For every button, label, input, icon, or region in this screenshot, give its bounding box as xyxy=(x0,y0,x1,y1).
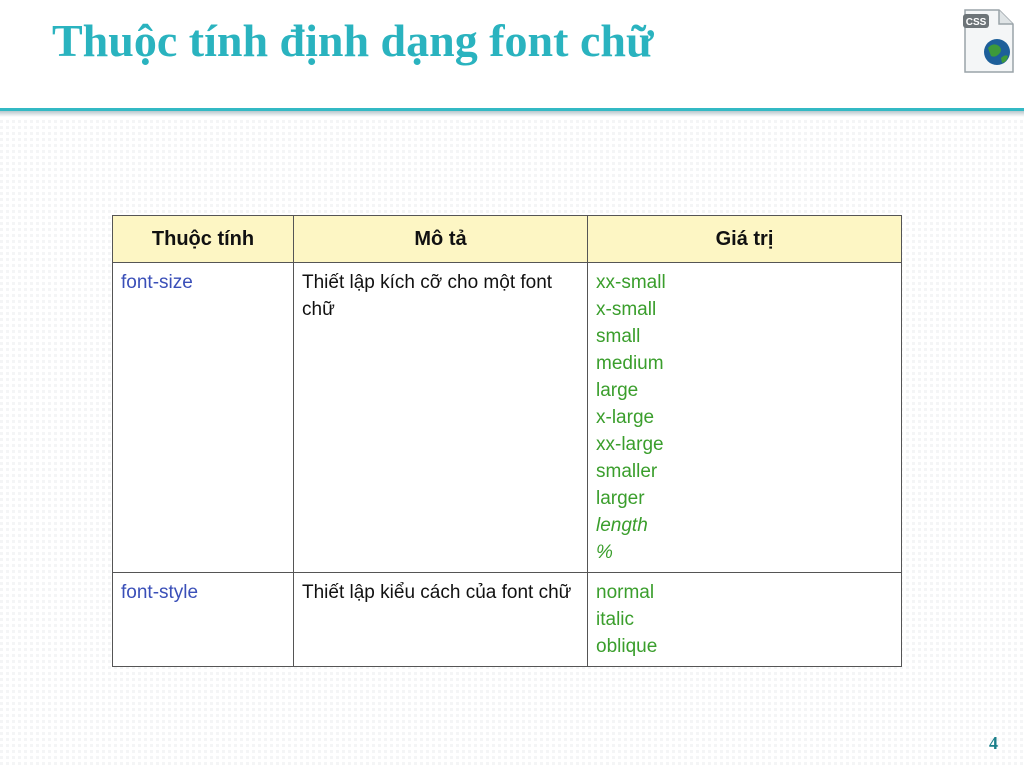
value-item: larger xyxy=(596,488,645,509)
values-cell xyxy=(588,263,902,573)
description-cell: Thiết lập kiểu cách của font chữ xyxy=(294,573,588,667)
value-item: x-large xyxy=(596,407,655,428)
header-description: Mô tả xyxy=(294,216,588,263)
header-values: Giá trị xyxy=(588,216,902,263)
font-properties-table xyxy=(112,215,902,667)
value-item: length xyxy=(596,515,648,536)
property-cell: font-style xyxy=(113,573,294,667)
value-item: xx-small xyxy=(596,272,666,293)
value-item: medium xyxy=(596,353,664,374)
property-cell: font-size xyxy=(113,263,294,573)
table-row xyxy=(113,573,902,667)
value-item: oblique xyxy=(596,636,658,657)
value-item: xx-large xyxy=(596,434,664,455)
value-item: italic xyxy=(596,609,635,630)
title-divider-shadow xyxy=(0,111,1024,117)
value-item: large xyxy=(596,380,639,401)
value-item: x-small xyxy=(596,299,657,320)
value-item: normal xyxy=(596,582,655,603)
value-item: small xyxy=(596,326,641,347)
value-item: smaller xyxy=(596,461,658,482)
slide-title: Thuộc tính định dạng font chữ xyxy=(52,15,654,66)
header-property: Thuộc tính xyxy=(113,216,294,263)
table-header-row xyxy=(113,216,902,263)
css-badge-text: CSS xyxy=(965,17,987,28)
table-row xyxy=(113,263,902,573)
page-number: 4 xyxy=(989,733,998,753)
css-file-icon xyxy=(955,6,1019,76)
values-cell xyxy=(588,573,902,667)
description-cell: Thiết lập kích cỡ cho một font chữ xyxy=(294,263,588,573)
value-item: % xyxy=(596,542,613,563)
